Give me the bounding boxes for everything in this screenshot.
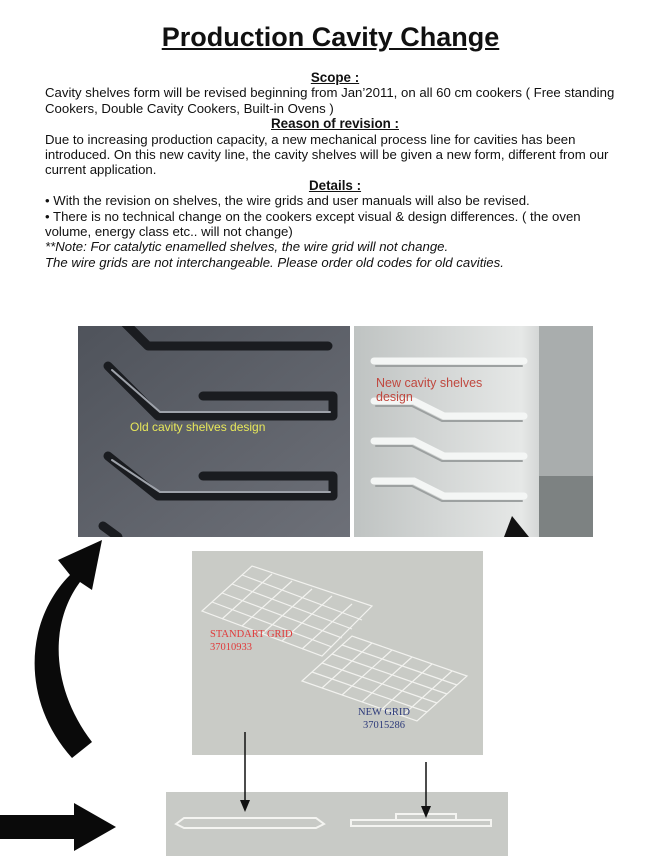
old-design-caption: Old cavity shelves design	[130, 420, 266, 434]
page-title: Production Cavity Change	[161, 22, 500, 52]
standart-grid-code: 37010933	[210, 642, 252, 653]
new-design-caption: New cavity shelves design	[376, 376, 483, 404]
scope-text: Cavity shelves form will be revised beginning from Jan’2011, on all 60 cm cookers ( Free standing Cookers, Double Cavity Cookers, Built-in Ovens )	[45, 85, 615, 116]
details-heading: Details :	[308, 177, 362, 193]
details-bullet-2: • There is no technical change on the cookers except visual & design differences. ( the oven volume, energy class etc.. will not change)	[45, 208, 581, 240]
pointer-arrow-left-icon	[240, 732, 250, 812]
new-grid-name: NEW GRID	[357, 707, 410, 718]
note-line-2: The wire grids are not interchangeable. Please order old codes for old cavities.	[45, 254, 504, 270]
pointer-arrow-right-icon	[421, 762, 431, 818]
scope-heading: Scope :	[310, 70, 360, 85]
reason-heading: Reason of revision :	[271, 116, 399, 132]
reason-text: Due to increasing production capacity, a new mechanical process line for cavities has been introduced. On this new cavity line, the cavity shelves will be given a new form, different from our current application.	[45, 131, 609, 178]
right-arrow-icon	[0, 803, 116, 851]
curved-arrow-icon	[35, 540, 102, 758]
note-line-1: **Note: For catalytic enamelled shelves, the wire grid will not change.	[45, 239, 449, 255]
standart-grid-name: STANDART GRID	[210, 629, 293, 640]
new-grid-code: 37015286	[363, 720, 405, 731]
details-bullet-1: • With the revision on shelves, the wire grids and user manuals will also be revised.	[45, 193, 530, 209]
